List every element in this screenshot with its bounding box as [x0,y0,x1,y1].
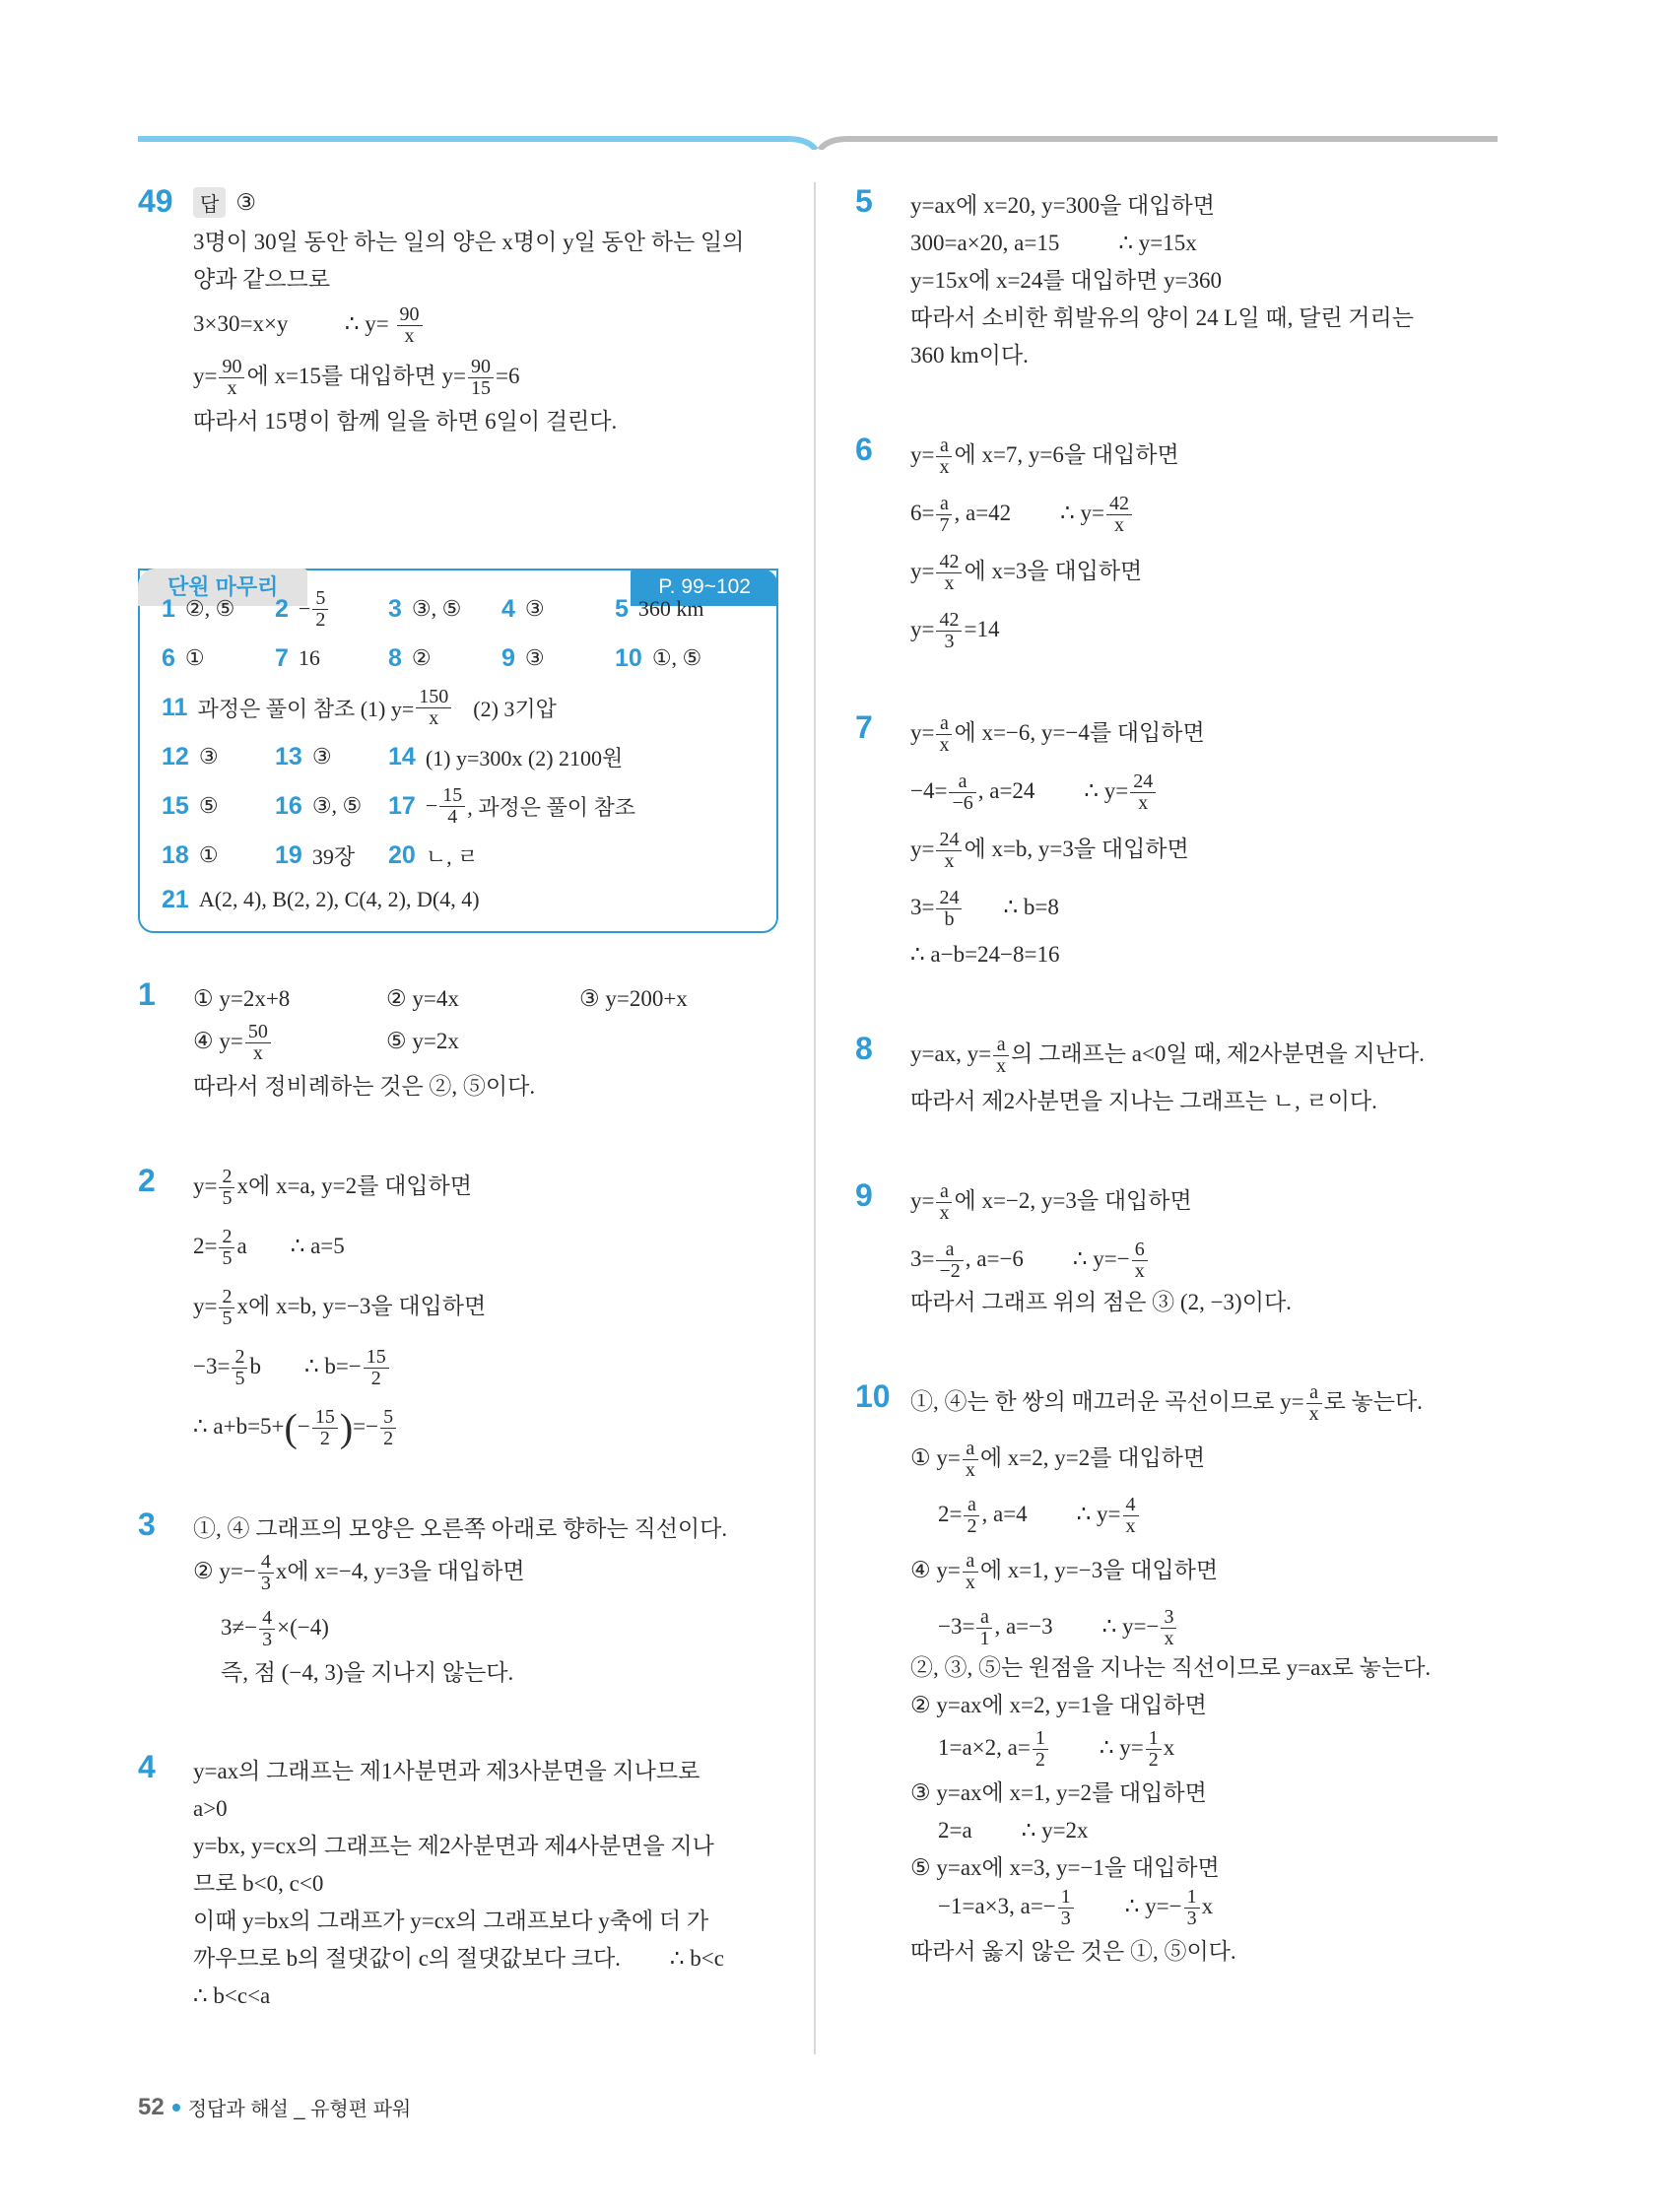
item-answer: ③ [198,744,219,769]
fraction: $\frac{a}{7}$ [936,494,952,536]
problem-8 [855,1031,1505,1120]
problem-number: 1 [138,976,156,1012]
problem-9 [855,1177,1505,1321]
fraction: $\frac{2}{5}$ [232,1347,247,1389]
fraction: $\frac{24}{x}$ [1130,771,1156,814]
solution-line: y=ax, y= $\frac{a}{x}$ 의 그래프는 a<0일 때, 제2사분면을 지난다. [910,1034,1425,1077]
solution-line: 따라서 소비한 휘발유의 양이 24 L일 때, 달린 거리는 [910,305,1414,330]
solution-line [193,357,778,399]
solution-line: −3= $\frac{a}{1}$ , a=−3 ∴ y=− $\frac{3}{x}$ [910,1607,1505,1649]
item-answer: ① [198,842,219,867]
item-number: 4 [501,594,515,623]
solution-line: 1=a×2, a= $\frac{1}{2}$ ∴ y= $\frac{1}{2}$ x [938,1727,1175,1771]
problem-number: 49 [138,183,173,219]
item-number: 18 [162,840,189,869]
fraction: $\frac{15}{2}$ [312,1407,338,1449]
item-answer: − [298,596,311,621]
fraction: $\frac{1}{3}$ [1058,1887,1074,1929]
page-range-badge: P. 99~102 [631,569,778,606]
item-answer: ③, ⑤ [311,793,363,818]
solution-line: ② y=ax에 x=2, y=1을 대입하면 [910,1693,1207,1717]
solution-line: ② y=− $\frac{4}{3}$ x에 x=−4, y=3을 대입하면 [193,1551,525,1594]
top-decor-bar [138,136,1498,150]
problem-49 [138,183,778,440]
solution-line: 따라서 15명이 함께 일을 하면 6일이 걸린다. [193,409,618,434]
fraction: $\frac{2}{5}$ [219,1167,234,1209]
item-number: 14 [388,742,416,771]
choice: ② y=4x [386,986,459,1011]
choice: ④ y= [193,1028,243,1053]
equation: y= [193,363,218,388]
solution-line: 2=a ∴ y=2x [938,1818,1089,1843]
fraction: $\frac{42}{3}$ [936,610,962,652]
footer-text: 정답과 해설 _ 유형편 파워 [187,2099,412,2120]
problem-number: 6 [855,432,873,467]
solution-line: 까우므로 b의 절댓값이 c의 절댓값보다 크다. ∴ b<c [193,1946,724,1971]
solution-line: y=bx, y=cx의 그래프는 제2사분면과 제4사분면을 지나 [193,1834,714,1858]
answer-label-badge: 답 [193,187,226,218]
item-number: 13 [275,742,302,771]
fraction: $\frac{4}{x}$ [1123,1495,1139,1537]
fraction: $\frac{1}{3}$ [1184,1887,1200,1929]
answer-grid-row [162,732,759,781]
page-number: 52 [138,2093,165,2120]
fraction: $\frac{2}{5}$ [219,1287,234,1329]
item-number: 3 [388,594,402,623]
item-answer: ⑤ [198,793,219,818]
item-answer: ㄴ, ㄹ [425,843,479,869]
answer-value: ③ [235,189,256,215]
solution-line: ① y= $\frac{a}{x}$ 에 x=2, y=2를 대입하면 [910,1438,1206,1481]
right-column [855,183,1505,2032]
fraction: $\frac{a}{x}$ [993,1035,1009,1077]
solution-line: ⑤ y=ax에 x=3, y=−1을 대입하면 [910,1855,1220,1880]
solution-line: ①, ④ 그래프의 모양은 오른쪽 아래로 향하는 직선이다. [193,1516,728,1541]
item-answer: 360 km [637,596,704,621]
item-number: 1 [162,594,175,623]
item-answer: ① [184,645,205,670]
item-answer: (2) 3기압 [473,696,557,721]
solution-line: 양과 같으므로 [193,267,331,292]
solution-line: 므로 b<0, c<0 [193,1871,324,1896]
solution-line: y= $\frac{a}{x}$ 에 x=−6, y=−4를 대입하면 [910,712,1205,756]
fraction: $\frac{15}{2}$ [364,1347,389,1389]
answer-grid-row [162,634,759,683]
item-answer: ③ [311,744,332,769]
fraction: $\frac{1}{2}$ [1033,1728,1048,1771]
fraction: $\frac{a}{x}$ [963,1439,978,1481]
item-number: 9 [501,643,515,672]
item-number: 17 [388,791,416,820]
solution-line: 360 km이다. [910,343,1029,368]
solution-line: ∴ a−b=24−8=16 [910,942,1060,967]
answer-grid-row [162,781,759,831]
item-answer: A(2, 4), B(2, 2), C(4, 2), D(4, 4) [198,887,480,911]
item-number: 8 [388,643,402,672]
solution-line: y= $\frac{42}{x}$ 에 x=3을 대입하면 [910,551,1143,594]
solution-line [193,304,778,347]
fraction: $\frac{24}{x}$ [936,830,962,872]
equation: 에 x=15를 대입하면 y= [246,363,466,388]
problem-number: 10 [855,1378,891,1414]
solution-line: 3명이 30일 동안 하는 일의 양은 x명이 y일 동안 하는 일의 [193,230,745,254]
solution-line: 300=a×20, a=15 ∴ y=15x [910,231,1197,255]
solution-line: 즉, 점 (−4, 3)을 지나지 않는다. [221,1660,514,1685]
solution-line: y= $\frac{a}{x}$ 에 x=7, y=6을 대입하면 [910,435,1179,478]
solution-line: −4= $\frac{a}{-6}$ , a=24 ∴ y= $\frac{24}{x}$ [910,771,1505,814]
fraction: $\frac{4}{3}$ [259,1608,275,1650]
item-number: 21 [162,885,189,913]
item-number: 19 [275,840,302,869]
problem-2 [138,1163,778,1450]
solution-line: 따라서 정비례하는 것은 ②, ⑤이다. [193,1074,536,1099]
problem-number: 4 [138,1749,156,1784]
solution-line: ∴ b<c<a [193,1983,271,2008]
item-number: 15 [162,791,189,820]
item-number: 20 [388,840,416,869]
solution-line: y= $\frac{42}{3}$ =14 [910,609,1000,652]
solution-line: 2= $\frac{a}{2}$ , a=4 ∴ y= $\frac{4}{x}$ [910,1495,1505,1537]
fraction: $\frac{a}{x}$ [936,1181,952,1224]
choice: ③ y=200+x [579,986,688,1011]
solution-line: y= $\frac{24}{x}$ 에 x=b, y=3을 대입하면 [910,829,1189,872]
equation: 3×30=x×y [193,310,289,336]
problem-number: 2 [138,1163,156,1198]
item-number: 6 [162,643,175,672]
problem-number: 5 [855,183,873,219]
fraction: $\frac{42}{x}$ [1106,494,1132,536]
solution-line: y= $\frac{2}{5}$ x에 x=a, y=2를 대입하면 [193,1166,472,1209]
fraction: $\frac{a}{-6}$ [949,771,975,814]
fraction: $\frac{150}{x}$ [416,687,451,729]
bullet-dot-icon [172,2104,180,2111]
solution-line: 따라서 그래프 위의 점은 ③ (2, −3)이다. [910,1290,1292,1314]
solution-line: ①, ④는 한 쌍의 매끄러운 곡선이므로 y= $\frac{a}{x}$ 로 놓는다. [910,1381,1423,1425]
fraction: $\frac{50}{x}$ [245,1022,271,1064]
fraction: $\frac{a}{x}$ [1306,1382,1322,1425]
solution-line: −1=a×3, a=− $\frac{1}{3}$ ∴ y=− $\frac{1}{3}$ x [938,1886,1214,1929]
solution-line: 따라서 옳지 않은 것은 ①, ⑤이다. [910,1939,1236,1964]
item-number: 10 [615,643,642,672]
solution-line: −3= $\frac{2}{5}$ b ∴ b=− $\frac{15}{2}$ [193,1347,778,1389]
fraction: $\frac{90}{x}$ [397,304,423,347]
fraction: $\frac{3}{x}$ [1161,1607,1176,1649]
fraction: $\frac{a}{-2}$ [936,1240,963,1282]
answer-grid-row [162,880,759,919]
fraction: $\frac{6}{x}$ [1132,1240,1148,1282]
fraction: $\frac{a}{2}$ [964,1495,979,1537]
problem-1 [138,976,778,1106]
solution-line: 2= $\frac{2}{5}$ a ∴ a=5 [193,1226,345,1269]
unit-review-box [138,569,778,933]
item-answer: − [425,793,438,818]
choice: ① y=2x+8 [193,986,291,1011]
item-answer: 39장 [311,843,356,869]
equation: ∴ y= [344,310,389,336]
item-answer: ③, ⑤ [411,596,462,621]
item-number: 11 [162,693,188,721]
unit-review-title: 단원 마무리 [138,569,307,606]
problem-number: 8 [855,1031,873,1066]
item-answer: ①, ⑤ [651,645,702,670]
solution-line: y=ax에 x=20, y=300을 대입하면 [910,193,1215,218]
item-answer: ③ [524,645,545,670]
fraction: $\frac{a}{1}$ [976,1607,992,1649]
solution-line: a>0 [193,1796,228,1821]
equation: =6 [496,363,520,388]
fraction: $\frac{a}{x}$ [936,713,952,756]
problem-number: 7 [855,709,873,745]
item-answer: ②, ⑤ [184,596,235,621]
fraction: $\frac{15}{4}$ [439,785,465,828]
item-answer: , 과정은 풀이 참조 [467,794,635,820]
column-divider [814,182,816,2054]
fraction: $\frac{90}{15}$ [468,357,494,399]
item-number: 16 [275,791,302,820]
problem-number: 9 [855,1177,873,1213]
fraction: $\frac{42}{x}$ [936,552,962,594]
fraction: $\frac{a}{x}$ [936,436,952,478]
solution-line: ④ y= $\frac{a}{x}$ 에 x=1, y=−3을 대입하면 [910,1550,1219,1593]
problem-6 [855,432,1505,652]
solution-line: 3= $\frac{24}{b}$ ∴ b=8 [910,887,1059,930]
fraction: $\frac{4}{3}$ [258,1552,274,1594]
solution-line: ②, ③, ⑤는 원점을 지나는 직선이므로 y=ax로 놓는다. [910,1655,1432,1680]
fraction: $\frac{1}{2}$ [1146,1728,1162,1771]
fraction: $\frac{24}{b}$ [936,888,962,930]
fraction: $\frac{5}{2}$ [312,588,328,631]
item-answer: ③ [524,596,545,621]
solution-line: ∴ a+b=5+(− $\frac{15}{2}$ )=− $\frac{5}{2}$ [193,1407,778,1449]
fraction: $\frac{5}{2}$ [380,1407,396,1449]
solution-line: ③ y=ax에 x=1, y=2를 대입하면 [910,1780,1207,1805]
item-answer: 과정은 풀이 참조 (1) y= [197,696,415,721]
solution-line: 3= $\frac{a}{-2}$ , a=−6 ∴ y=− $\frac{6}{x}$ [910,1240,1505,1282]
problem-number: 3 [138,1507,156,1542]
problem-3 [138,1507,778,1692]
answer-grid-row [162,831,759,880]
solution-line: y= $\frac{2}{5}$ x에 x=b, y=−3을 대입하면 [193,1286,487,1329]
solution-line: y=15x에 x=24를 대입하면 y=360 [910,268,1222,293]
item-number: 12 [162,742,189,771]
item-answer: ② [411,645,432,670]
choice: ⑤ y=2x [386,1028,459,1053]
solution-line: y=ax의 그래프는 제1사분면과 제3사분면을 지나므로 [193,1759,701,1783]
solution-line: 이때 y=bx의 그래프가 y=cx의 그래프보다 y축에 더 가 [193,1909,709,1933]
item-answer: 16 [298,645,320,670]
item-number: 7 [275,643,289,672]
fraction: $\frac{90}{x}$ [219,357,244,399]
answer-row [193,187,778,218]
left-column [138,183,778,2076]
item-number: 2 [275,594,289,623]
fraction: $\frac{2}{5}$ [219,1227,234,1269]
solution-line: 6= $\frac{a}{7}$ , a=42 ∴ y= $\frac{42}{x}$ [910,494,1505,536]
problem-10 [855,1378,1505,1971]
fraction: $\frac{a}{x}$ [963,1551,978,1593]
answer-grid [138,569,778,933]
item-number: 5 [615,594,629,623]
solution-line: y= $\frac{a}{x}$ 에 x=−2, y=3을 대입하면 [910,1180,1192,1224]
problem-5 [855,183,1505,374]
solution-line: 3≠− $\frac{4}{3}$ ×(−4) [221,1607,329,1650]
problem-4 [138,1749,778,2015]
solution-line [193,1022,778,1064]
problem-7 [855,709,1505,973]
answer-grid-row [162,584,759,634]
solution-line: 따라서 제2사분면을 지나는 그래프는 ㄴ, ㄹ이다. [910,1089,1377,1113]
solution-line [193,980,778,1018]
answer-grid-row [162,683,759,732]
page-footer [138,2093,411,2121]
item-answer: (1) y=300x (2) 2100원 [425,745,624,771]
